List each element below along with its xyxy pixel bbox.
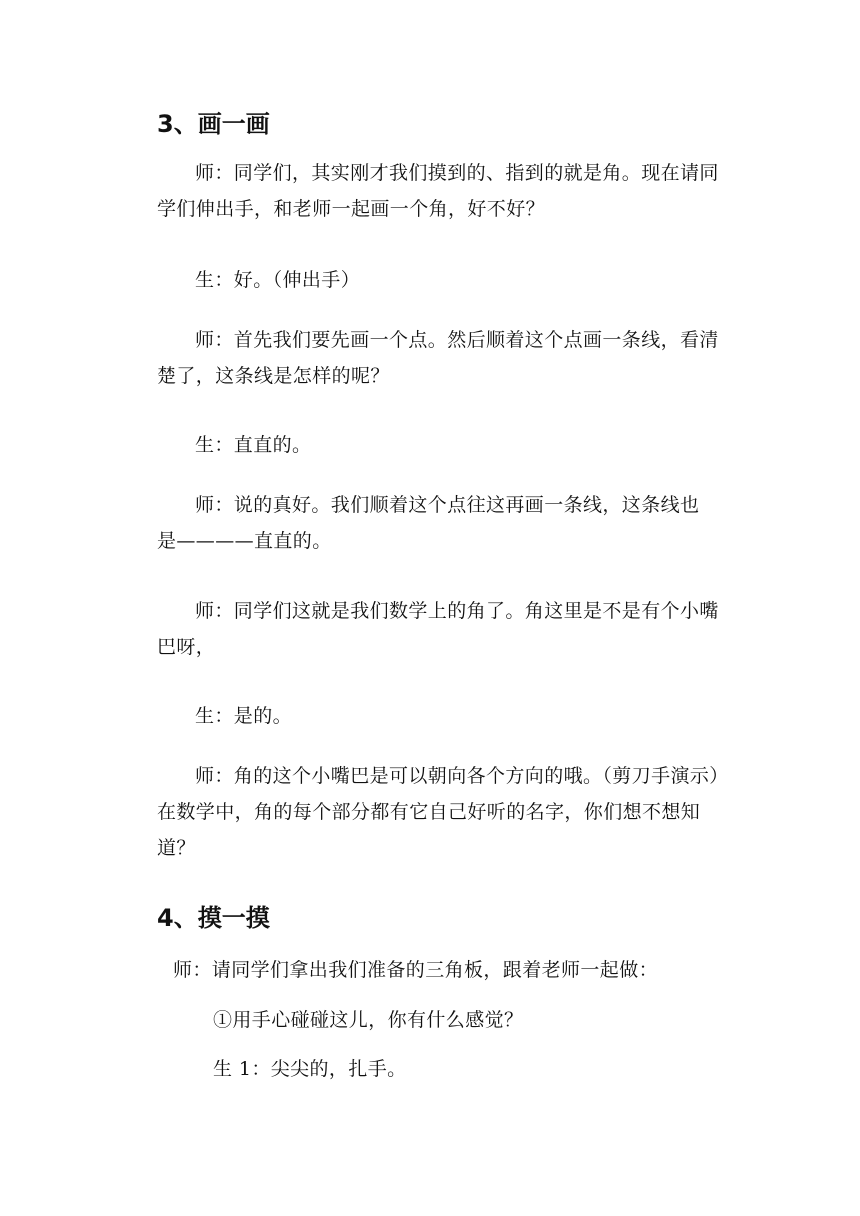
paragraph-line: 生 1：尖尖的，扎手。 [213,1058,407,1080]
paragraph-line: 师：首先我们要先画一个点。然后顺着这个点画一条线，看清 [195,329,719,351]
paragraph-step-1 [157,1002,737,1038]
paragraph-line: 生：好。（伸出手） [195,269,361,291]
paragraph-student-straight [157,427,737,463]
paragraph-line: 师：角的这个小嘴巴是可以朝向各个方向的哦。（剪刀手演示） [195,765,729,787]
paragraph-line: 巴呀， [157,636,216,658]
paragraph-student-reply [157,262,737,298]
paragraph-line: 是————直直的。 [157,530,332,552]
section-4-heading: 4、摸一摸 [157,904,270,932]
paragraph-student-yes [157,698,737,734]
paragraph-line: 楚了，这条线是怎样的呢？ [157,365,390,387]
section-3-heading: 3、画一画 [157,110,270,138]
paragraph-teacher-triangle [157,952,737,988]
paragraph-line: 道？ [157,837,196,859]
paragraph-line: 师：同学们这就是我们数学上的角了。角这里是不是有个小嘴 [195,600,719,622]
paragraph-line: 师：请同学们拿出我们准备的三角板，跟着老师一起做： [173,959,659,981]
paragraph-teacher-draw-point [157,322,737,394]
paragraph-line: 生：直直的。 [195,434,312,456]
paragraph-line: 师：同学们，其实刚才我们摸到的、指到的就是角。现在请同 [195,162,719,184]
paragraph-line: 学们伸出手，和老师一起画一个角，好不好？ [157,198,546,220]
paragraph-teacher-second-line [157,487,737,559]
paragraph-student-1 [157,1051,737,1087]
paragraph-line: 师：说的真好。我们顺着这个点往这再画一条线，这条线也 [195,494,700,516]
paragraph-line: 在数学中，角的每个部分都有它自己好听的名字，你们想不想知 [157,801,701,823]
paragraph-line: 生：是的。 [195,705,293,727]
paragraph-line: ①用手心碰碰这儿，你有什么感觉？ [213,1009,524,1031]
paragraph-teacher-intro [157,155,737,227]
paragraph-teacher-angle [157,593,737,665]
paragraph-teacher-names [157,758,737,866]
